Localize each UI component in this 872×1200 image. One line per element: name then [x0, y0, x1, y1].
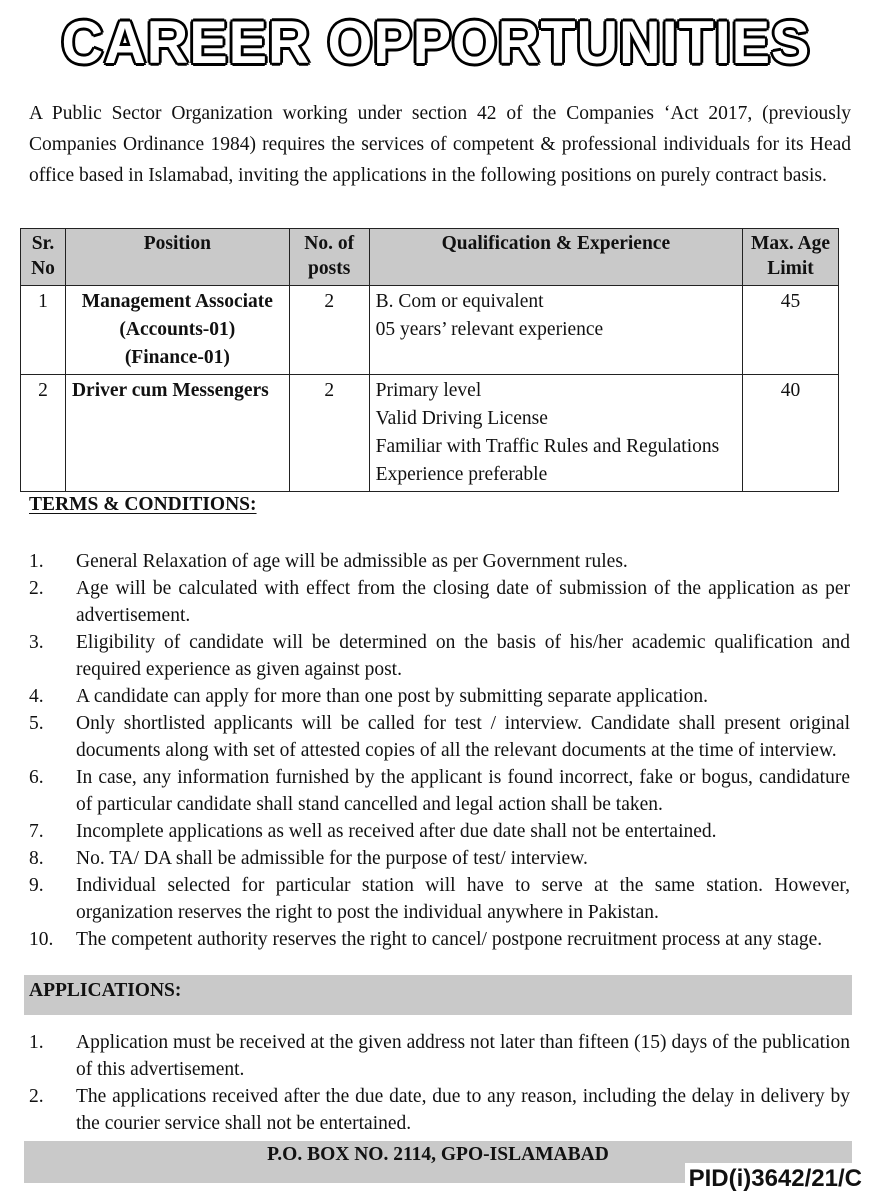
header-sr-no: Sr. No	[21, 229, 66, 286]
item-number: 8.	[29, 848, 44, 869]
list-item	[29, 629, 850, 683]
list-item	[29, 926, 850, 953]
qualification-line: Valid Driving License	[375, 408, 548, 429]
row-sr: 2	[21, 375, 66, 492]
item-text: Age will be calculated with effect from the closing date of submission of the application as per advertisement.	[76, 578, 850, 626]
item-number: 1.	[29, 551, 44, 572]
position-line: (Accounts-01)	[119, 319, 236, 340]
table-header-row	[21, 229, 839, 286]
item-text: A candidate can apply for more than one post by submitting separate application.	[76, 686, 708, 707]
item-number: 6.	[29, 767, 44, 788]
row-posts: 2	[289, 286, 369, 375]
item-text: The applications received after the due date, due to any reason, including the delay in delivery by the courier service shall not be entertained.	[76, 1086, 850, 1134]
item-text: The competent authority reserves the right to cancel/ postpone recruitment process at any stage.	[76, 929, 823, 950]
row-posts: 2	[289, 375, 369, 492]
header-max-age: Max. Age Limit	[743, 229, 839, 286]
item-number: 1.	[29, 1032, 44, 1053]
row-qualification	[369, 375, 742, 492]
item-text: Only shortlisted applicants will be called for test / interview. Candidate shall present original documents along with set of attested copies of all the relevant documents at the time of interview.	[76, 713, 850, 761]
row-sr: 1	[21, 286, 66, 375]
list-item	[29, 710, 850, 764]
list-item	[29, 683, 850, 710]
list-item	[29, 575, 850, 629]
qualification-line: Experience preferable	[375, 464, 548, 485]
list-item	[29, 1083, 850, 1137]
row-position	[65, 286, 289, 375]
row-age: 40	[743, 375, 839, 492]
qualification-line: Primary level	[375, 380, 482, 401]
header-no-of-posts: No. of posts	[289, 229, 369, 286]
list-item	[29, 818, 850, 845]
item-number: 10.	[29, 929, 54, 950]
position-line: Driver cum Messengers	[71, 380, 269, 401]
item-number: 3.	[29, 632, 44, 653]
item-number: 2.	[29, 1086, 44, 1107]
item-text: General Relaxation of age will be admissible as per Government rules.	[76, 551, 628, 572]
qualification-line: Familiar with Traffic Rules and Regulations	[375, 436, 720, 457]
table-row	[21, 375, 839, 492]
item-text: No. TA/ DA shall be admissible for the purpose of test/ interview.	[76, 848, 588, 869]
page-title: CAREER OPPORTUNITIES	[61, 9, 811, 76]
terms-list	[29, 548, 850, 953]
header-position: Position	[65, 229, 289, 286]
item-number: 5.	[29, 713, 44, 734]
row-qualification	[369, 286, 742, 375]
po-box-address: P.O. BOX NO. 2114, GPO-ISLAMABAD	[24, 1141, 852, 1183]
item-text: Incomplete applications as well as received after due date shall not be entertained.	[76, 821, 717, 842]
header-qualification: Qualification & Experience	[369, 229, 742, 286]
list-item	[29, 548, 850, 575]
applications-heading: APPLICATIONS:	[29, 980, 182, 1001]
item-number: 9.	[29, 875, 44, 896]
item-number: 4.	[29, 686, 44, 707]
terms-heading: TERMS & CONDITIONS:	[29, 494, 257, 515]
position-line: (Finance-01)	[124, 347, 230, 368]
item-text: In case, any information furnished by the applicant is found incorrect, fake or bogus, candidature of particular candidate shall stand cancelled and legal action shall be taken.	[76, 767, 850, 815]
list-item	[29, 1029, 850, 1083]
positions-table	[20, 228, 839, 492]
list-item	[29, 845, 850, 872]
qualification-line: 05 years’ relevant experience	[375, 319, 604, 340]
item-text: Eligibility of candidate will be determined on the basis of his/her academic qualification and required experience as given against post.	[76, 632, 850, 680]
list-item	[29, 872, 850, 926]
qualification-line: B. Com or equivalent	[375, 291, 544, 312]
position-line: Management Associate	[81, 291, 273, 312]
row-age: 45	[743, 286, 839, 375]
pid-reference: PID(i)3642/21/C	[685, 1163, 866, 1195]
item-number: 2.	[29, 578, 44, 599]
applications-list	[29, 1029, 850, 1137]
table-row	[21, 286, 839, 375]
row-position	[65, 375, 289, 492]
intro-paragraph: A Public Sector Organization working under section 42 of the Companies ‘Act 2017, (previously Companies Ordinance 1984) requires the services of competent & professional individuals for its Head office based in Islamabad, inviting the applications in the following positions on purely contract basis.	[29, 103, 851, 186]
list-item	[29, 764, 850, 818]
applications-heading-bar	[24, 975, 852, 1015]
item-text: Individual selected for particular station will have to serve at the same station. However, organization reserves the right to post the individual anywhere in Pakistan.	[76, 875, 850, 923]
item-text: Application must be received at the given address not later than fifteen (15) days of the publication of this advertisement.	[76, 1032, 850, 1080]
item-number: 7.	[29, 821, 44, 842]
